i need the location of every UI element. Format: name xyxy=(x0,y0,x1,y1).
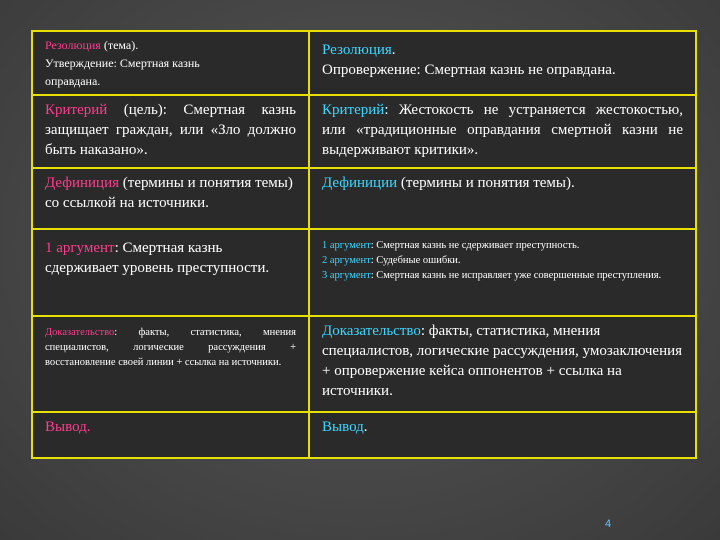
cell-arguments-negative xyxy=(309,229,696,316)
argument-item xyxy=(322,253,683,268)
cell-argument-affirmative xyxy=(32,229,309,316)
table-row-criterion xyxy=(32,95,696,168)
conclusion-text: . xyxy=(363,419,368,435)
cell-definition-affirmative xyxy=(32,168,309,229)
cell-criterion-negative xyxy=(309,95,696,168)
cell-resolution-negative xyxy=(309,31,696,95)
table-row-resolution xyxy=(32,31,696,95)
argument-text: : Смертная казнь не исправляет уже совершенные преступления. xyxy=(370,270,662,281)
definition-label: Дефиниция xyxy=(45,175,120,191)
criterion-label: Критерий xyxy=(322,102,385,118)
debate-table xyxy=(31,30,697,459)
cell-definition-negative xyxy=(309,168,696,229)
affirmation-line-2: оправдана. xyxy=(45,74,101,88)
resolution-label-rest: (тема). xyxy=(100,38,139,52)
argument-label: 3 аргумент xyxy=(322,270,371,281)
cell-conclusion-affirmative xyxy=(32,412,309,458)
definition-text: (термины и понятия темы). xyxy=(397,175,575,191)
cell-conclusion-negative xyxy=(309,412,696,458)
argument-item xyxy=(322,238,683,253)
evidence-label: Доказательство xyxy=(322,323,421,339)
argument-item xyxy=(322,268,683,283)
affirmation-line-1: Утверждение: Смертная казнь xyxy=(45,56,200,70)
cell-evidence-negative xyxy=(309,316,696,412)
resolution-label-rest: . xyxy=(391,42,396,58)
table-row-conclusion xyxy=(32,412,696,458)
table-row-evidence xyxy=(32,316,696,412)
table-row-definition xyxy=(32,168,696,229)
argument-text: : Судебные ошибки. xyxy=(370,255,461,266)
cell-resolution-affirmative xyxy=(32,31,309,95)
argument-text: : Смертная казнь не сдерживает преступность. xyxy=(370,240,580,251)
conclusion-label: Вывод xyxy=(322,419,364,435)
criterion-text: (цель): Смертная казнь защищает граждан, или «Зло должно быть наказано». xyxy=(45,102,296,158)
resolution-label: Резолюция xyxy=(45,38,101,52)
page-number: 4 xyxy=(605,518,612,530)
table-row-argument xyxy=(32,229,696,316)
evidence-text: : факты, статистика, мнения специалистов, логические рассуждения, умозаключения + опровержение кейса оппонентов + ссылка на источники. xyxy=(322,323,683,399)
argument-label: 1 аргумент xyxy=(322,240,371,251)
conclusion-text: . xyxy=(86,419,91,435)
evidence-label: Доказательство xyxy=(45,327,115,338)
cell-criterion-affirmative xyxy=(32,95,309,168)
definition-label: Дефиниции xyxy=(322,175,398,191)
negation-line: Опровержение: Смертная казнь не оправдана. xyxy=(322,62,616,78)
criterion-label: Критерий xyxy=(45,102,108,118)
argument-text: : Смертная казнь сдерживает уровень преступности. xyxy=(45,240,270,276)
criterion-text: : Жестокость не устраняется жестокостью, или «традиционные оправдания смертной казни не выдерживают критики». xyxy=(322,102,683,158)
argument-label: 1 аргумент xyxy=(45,240,115,256)
evidence-text: : факты, статистика, мнения специалистов, логические рассуждения + восстановление своей линии + ссылка на источники. xyxy=(45,327,296,368)
definition-text: (термины и понятия темы) со ссылкой на источники. xyxy=(45,175,293,211)
argument-label: 2 аргумент xyxy=(322,255,371,266)
cell-evidence-affirmative xyxy=(32,316,309,412)
conclusion-label: Вывод xyxy=(45,419,87,435)
resolution-label: Резолюция xyxy=(322,42,392,58)
